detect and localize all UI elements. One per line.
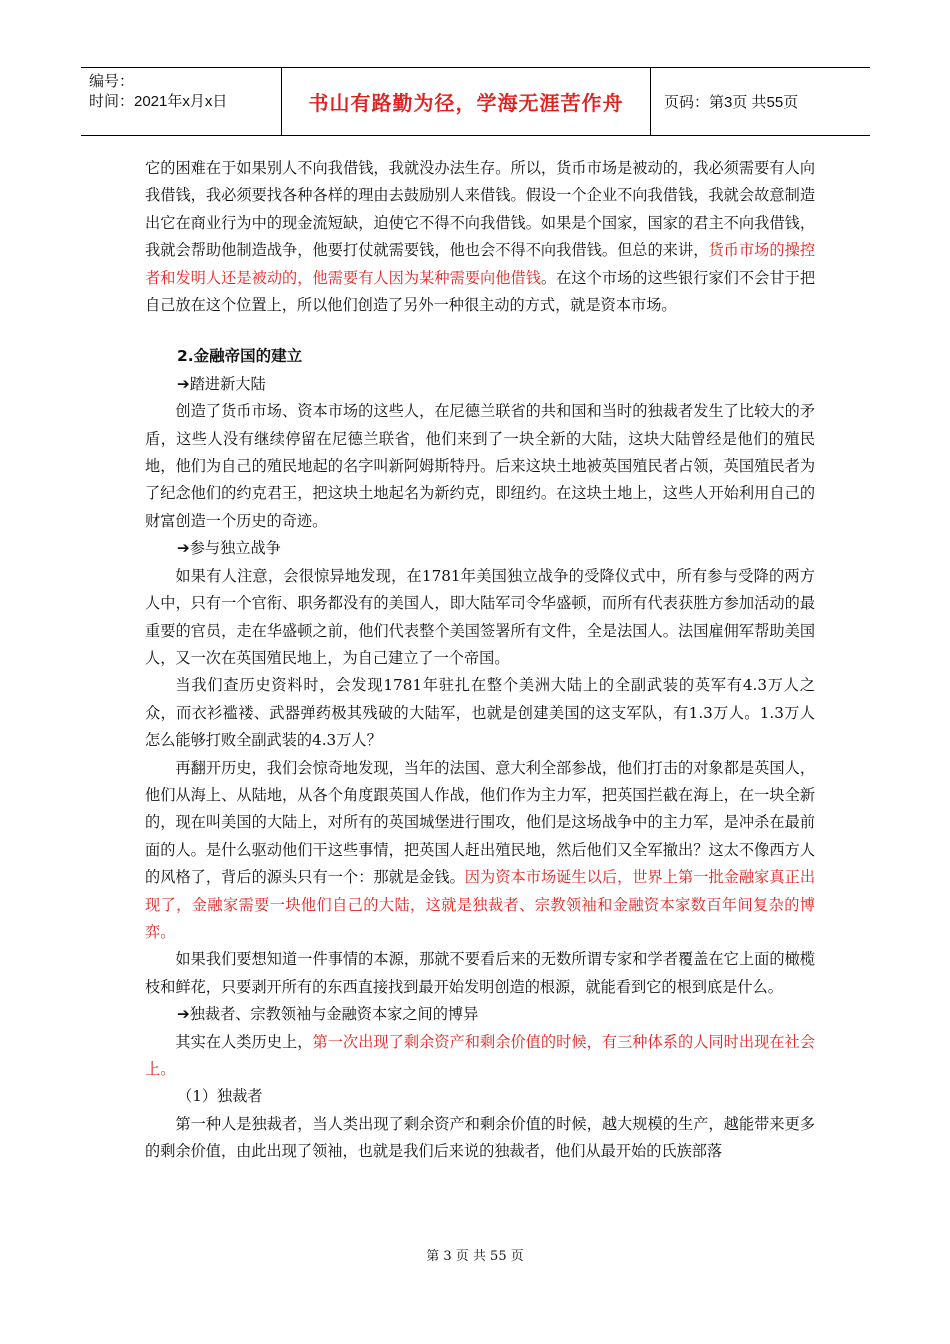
paragraph-text: 它的困难在于如果别人不向我借钱，我就没办法生存。所以，货币市场是被动的，我必须需要有人向我借钱，我必须要找各种各样的理由去鼓励别人来借钱。假设一个企业不向我借钱，我就会故意制造出它在商业行为中的现金流短缺，迫使它不得不向我借钱。如果是个国家，国家的君主不向我借钱，我就会帮助他制造战争，他要打仗就需要钱，他也会不得不向我借钱。但总的来讲， — [145, 159, 815, 260]
arrow-icon: ➔ — [177, 1005, 190, 1024]
highlighted-text: 因为资本市场诞生以后，世界上第一批金融家真正出现了，金融家需要一块他们自己的大陆，这就是独裁者、宗教领袖和金融资本家数百年间复杂的博弈。 — [145, 868, 816, 941]
subsection-three-powers — [145, 1001, 815, 1028]
page-footer: 第 3 页 共 55 页 — [426, 1249, 524, 1264]
header-motto-cell — [281, 68, 651, 135]
subsection-new-continent — [145, 371, 815, 398]
arrow-icon: ➔ — [177, 374, 190, 393]
document-body — [145, 155, 815, 1166]
document-number-label: 编号： — [89, 73, 135, 90]
document-header — [81, 67, 870, 136]
paragraph-money-market — [145, 155, 815, 319]
header-meta — [81, 68, 281, 135]
section-heading: 2.金融帝国的建立 — [177, 347, 303, 366]
paragraph-text: 再翻开历史，我们会惊奇地发现，当年的法国、意大利全部参战，他们打击的对象都是英国人，他们从海上、从陆地，从各个角度跟英国人作战，他们作为主力军，把英国拦截在海上，在一块全新的，现在叫美国的大陆上，对所有的英国城堡进行围攻，他们是这场战争中的主力军，是冲杀在最前面的人。是什么驱动他们干这些事情，把英国人赶出殖民地，然后他们又全军撤出？这太不像西方人的风格了，背后的源头只有一个：那就是金钱。 — [145, 758, 815, 887]
header-page-info-cell — [651, 68, 870, 135]
subsection-dictator: （1）独裁者 — [177, 1087, 263, 1106]
subsection-label: 参与独立战争 — [189, 539, 281, 558]
paragraph-history-again — [145, 755, 815, 947]
paragraph-troop-numbers: 当我们查历史资料时，会发现1781年驻扎在整个美洲大陆上的全副武装的英军有4.3万人之众，而衣衫褴褛、武器弹药极其残破的大陆军，也就是创建美国的这支军队，有1.3万人。1.3万人怎么能够打败全副武装的4.3万人？ — [145, 676, 815, 750]
subsection-label: 独裁者、宗教领袖与金融资本家之间的博异 — [189, 1005, 479, 1024]
subsection-independence-war — [145, 535, 815, 562]
paragraph-dictator: 第一种人是独裁者，当人类出现了剩余资产和剩余价值的时候，越大规模的生产，越能带来更多的剩余价值，由此出现了领袖，也就是我们后来说的独裁者，他们从最开始的氏族部落 — [145, 1114, 815, 1161]
spacer — [145, 319, 815, 343]
paragraph-new-amsterdam: 创造了货币市场、资本市场的这些人，在尼德兰联省的共和国和当时的独裁者发生了比较大的矛盾，这些人没有继续停留在尼德兰联省，他们来到了一块全新的大陆，这块大陆曾经是他们的殖民地，他们为自己的殖民地起的名字叫新阿姆斯特丹。后来这块土地被英国殖民者占领，英国殖民者为了纪念他们的约克君王，把这块土地起名为新约克，即纽约。在这块土地上，这些人开始利用自己的财富创造一个历史的奇迹。 — [145, 402, 815, 530]
document-time-label: 时间：2021年x月x日 — [89, 93, 228, 110]
paragraph-surrender-ceremony: 如果有人注意，会很惊异地发现，在1781年美国独立战争的受降仪式中，所有参与受降的两方人中，只有一个官衔、职务都没有的美国人，即大陆军司令华盛顿，而所有代表获胜方参加活动的最重要的官员，走在华盛顿之前，他们代表整个美国签署所有文件，全是法国人。法国雇佣军帮助美国人，又一次在英国殖民地上，为自己建立了一个帝国。 — [145, 566, 815, 667]
arrow-icon: ➔ — [177, 539, 190, 558]
header-motto: 书山有路勤为径，学海无涯苦作舟 — [308, 91, 624, 115]
subsection-label: 踏进新大陆 — [189, 374, 266, 393]
header-page-info: 页码：第3页 共55页 — [664, 94, 799, 111]
highlighted-text: 货币市场的操控者和发明人还是被动的，他需要有人因为某种需要向他借钱 — [145, 241, 816, 287]
paragraph-origin: 如果我们要想知道一件事情的本源，那就不要看后来的无数所谓专家和学者覆盖在它上面的橄榄枝和鲜花，只要剥开所有的东西直接找到最开始发明创造的根源，就能看到它的根到底是什么。 — [145, 950, 815, 996]
highlighted-text: 第一次出现了剩余资产和剩余价值的时候，有三种体系的人同时出现在社会上。 — [145, 1032, 816, 1078]
paragraph-surplus — [145, 1029, 815, 1084]
paragraph-text: 其实在人类历史上， — [175, 1032, 313, 1051]
paragraph-text: 。在这个市场的这些银行家们不会甘于把自己放在这个位置上，所以他们创造了另外一种很主动的方式，就是资本市场。 — [145, 268, 816, 315]
